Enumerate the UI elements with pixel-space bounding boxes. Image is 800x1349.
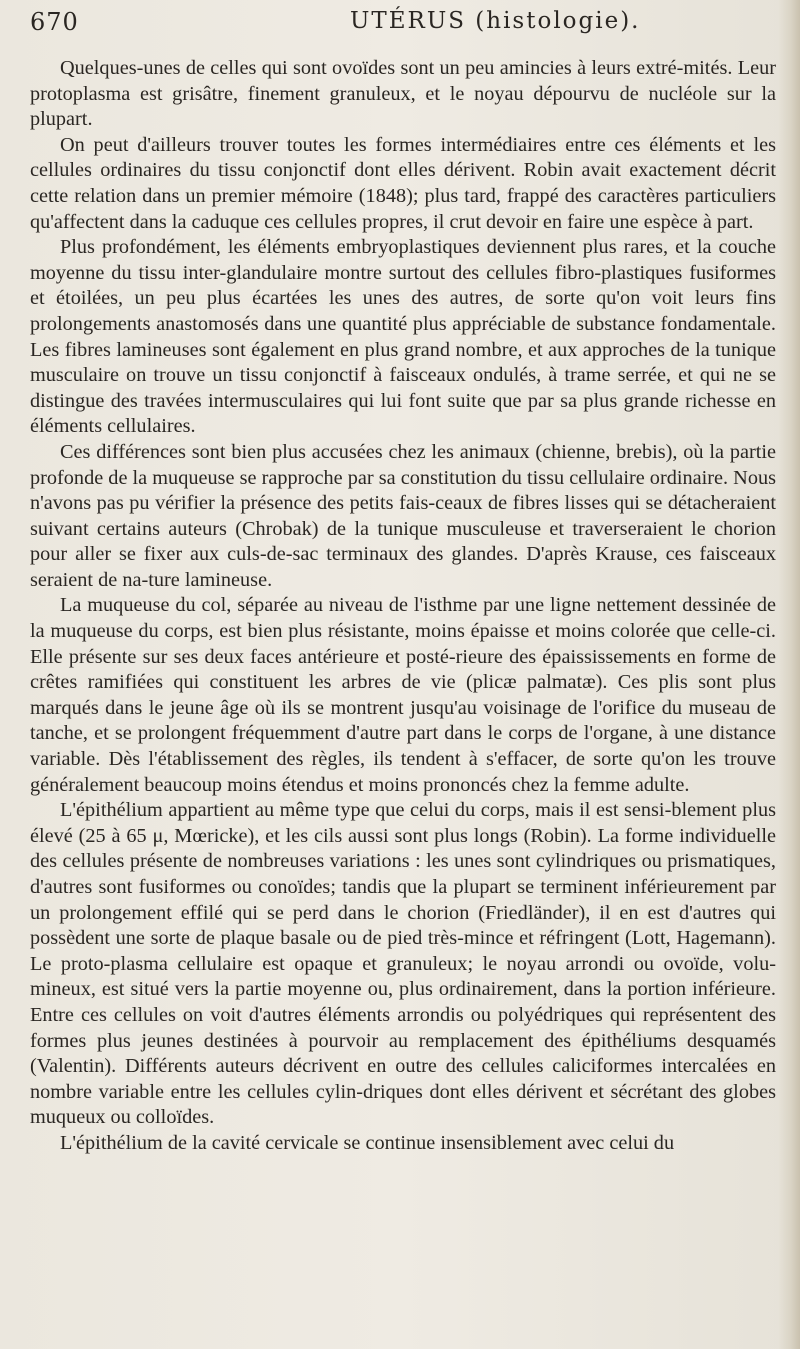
paragraph-1: Quelques-unes de celles qui sont ovoïdes sont un peu amincies à leurs extré-mités. Leur protoplasma est grisâtre, finement granuleux, et le noyau dépourvu de nucléole sur la plupart. xyxy=(30,57,776,131)
paragraph-3: Plus profondément, les éléments embryoplastiques deviennent plus rares, et la couche moyenne du tissu inter-glandulaire montre surtout des cellules fibro-plastiques fusiformes et étoilées, un peu plus écartées les unes des autres, de sorte qu'on voit leurs fins prolongements anastomosés dans une quantité plus appréciable de substance fondamentale. Les fibres lamineuses sont également en plus grand nombre, et aux approches de la tunique musculaire on trouve un tissu conjonctif à faisceaux ondulés, à trame serrée, et qui ne se distingue des travées intermusculaires qui lui font suite que par sa plus grande richesse en éléments cellulaires. xyxy=(30,236,776,438)
page-edge-shadow xyxy=(778,0,800,1349)
page-number: 670 xyxy=(30,8,79,36)
paragraph-7: L'épithélium de la cavité cervicale se continue insensiblement avec celui du xyxy=(60,1131,675,1154)
paragraph-6: L'épithélium appartient au même type que celui du corps, mais il est sensi-blement plus élevé (25 à 65 μ, Mœricke), et les cils aussi sont plus longs (Robin). La forme individuelle des cellules présente de nombreuses variations : les unes sont cylindriques ou prismatiques, d'autres sont fusiformes ou conoïdes; tandis que la plupart se terminent inférieurement par un prolongement effilé qui se perd dans le chorion (Friedländer), il en est d'autres qui possèdent une sorte de plaque basale ou de pied très-mince et réfringent (Lott, Hagemann). Le proto-plasma cellulaire est opaque et granuleux; le noyau arrondi ou ovoïde, volu-mineux, est situé vers la partie moyenne ou, plus ordinairement, dans la portion inférieure. Entre ces cellules on voit d'autres éléments arrondis ou polyédriques qui représentent des formes plus jeunes destinées à pourvoir au remplacement des épithéliums desquamés (Valentin). Différents auteurs décrivent en outre des cellules caliciformes intercalées en nombre variable entre les cellules cylin-driques dont elles dérivent et sécrétant des globes muqueux ou colloïdes. xyxy=(30,799,776,1129)
paragraph-5: La muqueuse du col, séparée au niveau de l'isthme par une ligne nettement dessinée de la muqueuse du corps, est bien plus résistante, moins épaisse et moins colorée que celle-ci. Elle présente sur ses deux faces antérieure et posté-rieure des épaississements en forme de crêtes ramifiées qui constituent les arbres de vie (plicæ palmatæ). Ces plis sont plus marqués dans le jeune âge où ils se montrent jusqu'au voisinage de l'orifice du museau de tanche, et se prolongent fréquemment d'autre part dans le corps de l'organe, à une distance variable. Dès l'établissement des règles, ils tendent à s'effacer, de sorte qu'on les trouve généralement beaucoup moins étendus et moins prononcés chez la femme adulte. xyxy=(30,594,776,796)
paragraph-2: On peut d'ailleurs trouver toutes les formes intermédiaires entre ces éléments et les cellules ordinaires du tissu conjonctif dont elles dérivent. Robin avait exactement décrit cette relation dans un premier mémoire (1848); plus tard, frappé des caractères particuliers qu'affectent dans la caduque ces cellules propres, il crut devoir en faire une espèce à part. xyxy=(30,133,776,233)
paragraph-4: Ces différences sont bien plus accusées chez les animaux (chienne, brebis), où la partie profonde de la muqueuse se rapproche par sa constitution du tissu cellulaire ordinaire. Nous n'avons pas pu vérifier la présence des petits fais-ceaux de fibres lisses qui se détacheraient suivant certains auteurs (Chrobak) de la tunique musculeuse et traverseraient le chorion pour aller se fixer aux culs-de-sac terminaux des glandes. D'après Krause, ces faisceaux seraient de na-ture lamineuse. xyxy=(30,440,776,591)
page-header xyxy=(30,8,770,38)
running-title: UTÉRUS (histologie). xyxy=(350,8,641,34)
body-text xyxy=(30,56,776,1157)
